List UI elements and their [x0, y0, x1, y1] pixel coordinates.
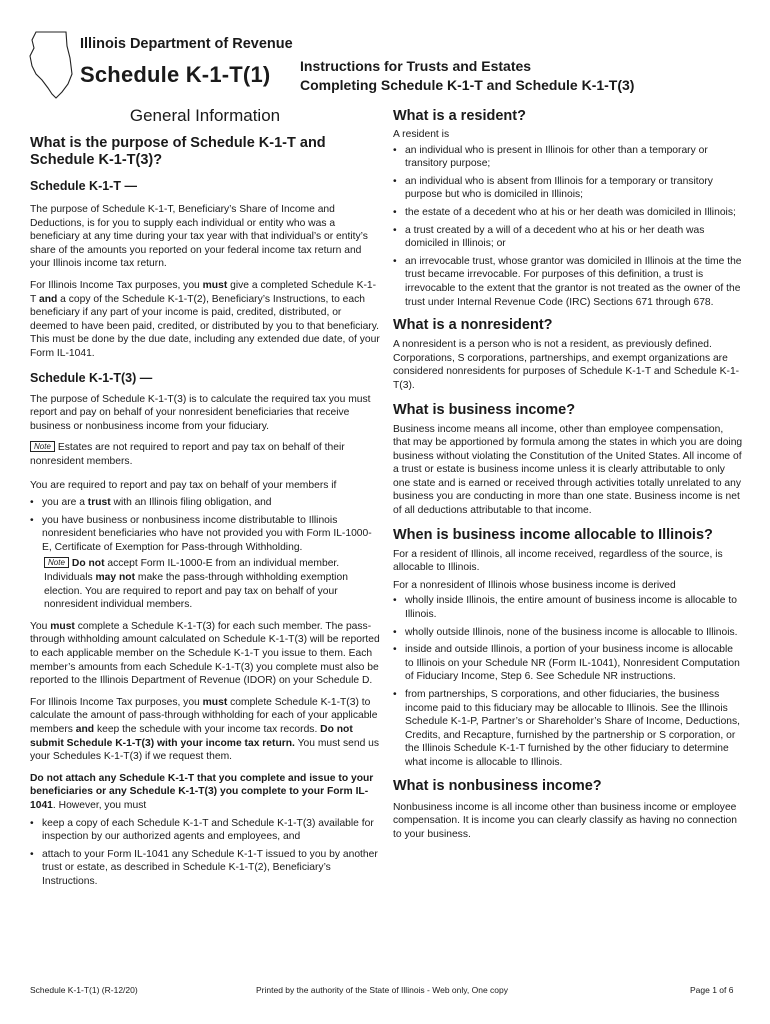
nonbusiness-paragraph: Nonbusiness income is all income other than business income or employee compensation. It is income you can clearly classify as having no connection to your business.	[393, 801, 737, 840]
list-item: • an individual who is absent from Illinois for a temporary or transitory purpose but who is domiciled in Illinois;	[393, 175, 743, 202]
k1t3-paragraph-1: The purpose of Schedule K-1-T(3) is to calculate the required tax you must report and pay on behalf of your nonresident beneficiaries that receive business or nonbusiness income from your fiduciary.	[30, 393, 371, 432]
agency-name: Illinois Department of Revenue	[80, 36, 293, 52]
do-not-attach-paragraph: Do not attach any Schedule K-1-T that you complete and issue to your beneficiaries or any Schedule K-1-T(3) you complete to your Form IL-1041. However, you must	[30, 772, 374, 811]
list-item: • a trust created by a will of a decedent who at his or her death was domiciled in Illinois; or	[393, 224, 743, 251]
note-icon: Note	[30, 441, 55, 452]
k1t-paragraph-1: The purpose of Schedule K-1-T, Beneficiary’s Share of Income and Deductions, is for you to supply each individual or entity who was a beneficiary at any time during your tax year with that individual’s or entity’s share of the amounts you reported on your federal income tax return and your Illinois income tax return.	[30, 204, 368, 270]
list-item: • an individual who is present in Illinois for other than a temporary or transitory purpose;	[393, 144, 743, 171]
note-estates: Note Estates are not required to report and pay tax on behalf of their nonresident members.	[30, 442, 345, 467]
resident-intro: A resident is	[393, 129, 450, 140]
illinois-map-icon	[22, 28, 78, 102]
resident-list	[393, 144, 743, 310]
form-title: Schedule K-1-T(1)	[80, 62, 271, 87]
footer-form-id: Schedule K-1-T(1) (R-12/20)	[30, 985, 138, 995]
list-item: • you have business or nonbusiness income distributable to Illinois nonresident beneficiaries who have not provided you with Form IL-1000-E, Certificate of Exemption for Pass-through Withholding.	[30, 514, 380, 555]
right-column	[393, 108, 743, 841]
nonresident-paragraph: A nonresident is a person who is not a resident, as previously defined. Corporations, S corporations, partnerships, and exempt organizations are considered nonresidents for purposes of Schedule K-1-T and Schedule K-1-T(3).	[393, 339, 740, 391]
resident-heading: What is a resident?	[393, 108, 526, 124]
business-heading: What is business income?	[393, 401, 576, 418]
note-do-not-accept: Note Do not accept Form IL-1000-E from an individual member. Individuals may not make the pass-through withholding exemption election. You are required to report and pay tax on behalf of your nonresident individual members.	[44, 558, 348, 611]
left-column	[30, 106, 380, 889]
list-item: • attach to your Form IL-1041 any Schedule K-1-T issued to you by another trust or estate, as described in Schedule K-1-T(2), Beneficiary’s Instructions.	[30, 848, 380, 889]
list-item: • the estate of a decedent who at his or her death was domiciled in Illinois;	[393, 206, 743, 220]
purpose-heading: What is the purpose of Schedule K-1-T and Schedule K-1-T(3)?	[30, 135, 326, 168]
required-intro: You are required to report and pay tax on behalf of your members if	[30, 479, 337, 491]
list-item: • from partnerships, S corporations, and other fiduciaries, the business income paid to this fiduciary may be allocable to Illinois. See the Illinois Schedule K-1-P, Partner’s or Shareholder’s Share of Income, Deductions, Credits, and Recapture, furnished by the partnership or S corporation, or the Illinois Schedule K-1-T furnished by the other fiduciary to determine what income is allocable to Illinois.	[393, 688, 743, 770]
allocable-paragraph-1: For a resident of Illinois, all income received, regardless of the source, is allocable to Illinois.	[393, 548, 723, 574]
list-item: • an irrevocable trust, whose grantor was domiciled in Illinois at the time the trust became irrevocable. For purposes of this definition, a trust is irrevocable to the extent that the grantor is not treated as the owner of the trust under Internal Revenue Code (IRC) Sections 671 through 678.	[393, 255, 743, 309]
however-list	[30, 817, 380, 889]
allocable-list	[393, 594, 743, 769]
nonresident-heading: What is a nonresident?	[393, 317, 553, 334]
k1t-heading: Schedule K-1-T —	[30, 179, 137, 193]
must-complete-paragraph: You must complete a Schedule K-1-T(3) for each such member. The pass-through withholding amount calculated on Schedule K-1-T(3) will be reported to each applicable member on the Schedule K-1-T you issue to them. Each member’s amounts from each Schedule K-1-T(3) you complete must also be reported to the Illinois Department of Revenue (IDOR) on your Schedule D.	[30, 620, 380, 687]
section-title: General Information	[129, 106, 281, 125]
k1t3-heading: Schedule K-1-T(3) —	[30, 370, 153, 385]
required-list	[30, 496, 380, 554]
doc-title-line2: Completing Schedule K-1-T and Schedule K-1-T(3)	[300, 77, 635, 93]
allocable-paragraph-2: For a nonresident of Illinois whose business income is derived	[393, 579, 676, 591]
list-item: • you are a trust with an Illinois filing obligation, and	[30, 496, 380, 510]
footer-authority: Printed by the authority of the State of Illinois - Web only, One copy	[256, 985, 508, 995]
business-paragraph: Business income means all income, other than employee compensation, that may be apportioned by formula among the states in which you are doing business without violating the Constitution of the United States. All income of a trust or estate is business income unless it is clearly attributable to only one state and is earned or received through activities totally unrelated to any business you are conducting in more than one state. Business income is net of all deductions attributable to that income.	[393, 423, 743, 517]
note-icon: Note	[44, 557, 69, 568]
list-item: • wholly inside Illinois, the entire amount of business income is allocable to Illinois.	[393, 594, 743, 621]
k1t-paragraph-2: For Illinois Income Tax purposes, you must give a completed Schedule K-1-T and a copy of the Schedule K-1-T(2), Beneficiary’s Instructions, to each beneficiary if any part of your income is paid, credited, distributed, or deemed to have been paid, credited, or distributed by you to that beneficiary. This must be done by the due date, including any extended due date, of your Form IL-1041.	[30, 279, 380, 359]
doc-title-line1: Instructions for Trusts and Estates	[300, 58, 532, 74]
list-item: • keep a copy of each Schedule K-1-T and Schedule K-1-T(3) available for inspection by our authorized agents and employees, and	[30, 817, 380, 844]
illinois-purposes-paragraph: For Illinois Income Tax purposes, you must complete Schedule K-1-T(3) to calculate the amount of pass-through withholding for each of your applicable members and keep the schedule with your income tax records. Do not submit Schedule K-1-T(3) with your income tax return. You must send us your Schedules K-1-T(3) if we request them.	[30, 696, 380, 763]
allocable-heading: When is business income allocable to Illinois?	[393, 526, 713, 543]
nonbusiness-heading: What is nonbusiness income?	[393, 777, 602, 794]
footer-page-number: Page 1 of 6	[690, 985, 734, 995]
list-item: • wholly outside Illinois, none of the business income is allocable to Illinois.	[393, 626, 743, 640]
list-item: • inside and outside Illinois, a portion of your business income is allocable to Illinois on your Schedule NR (Form IL-1041), Nonresident Computation of Fiduciary Income, Step 6. See Schedule NR instructions.	[393, 643, 743, 684]
